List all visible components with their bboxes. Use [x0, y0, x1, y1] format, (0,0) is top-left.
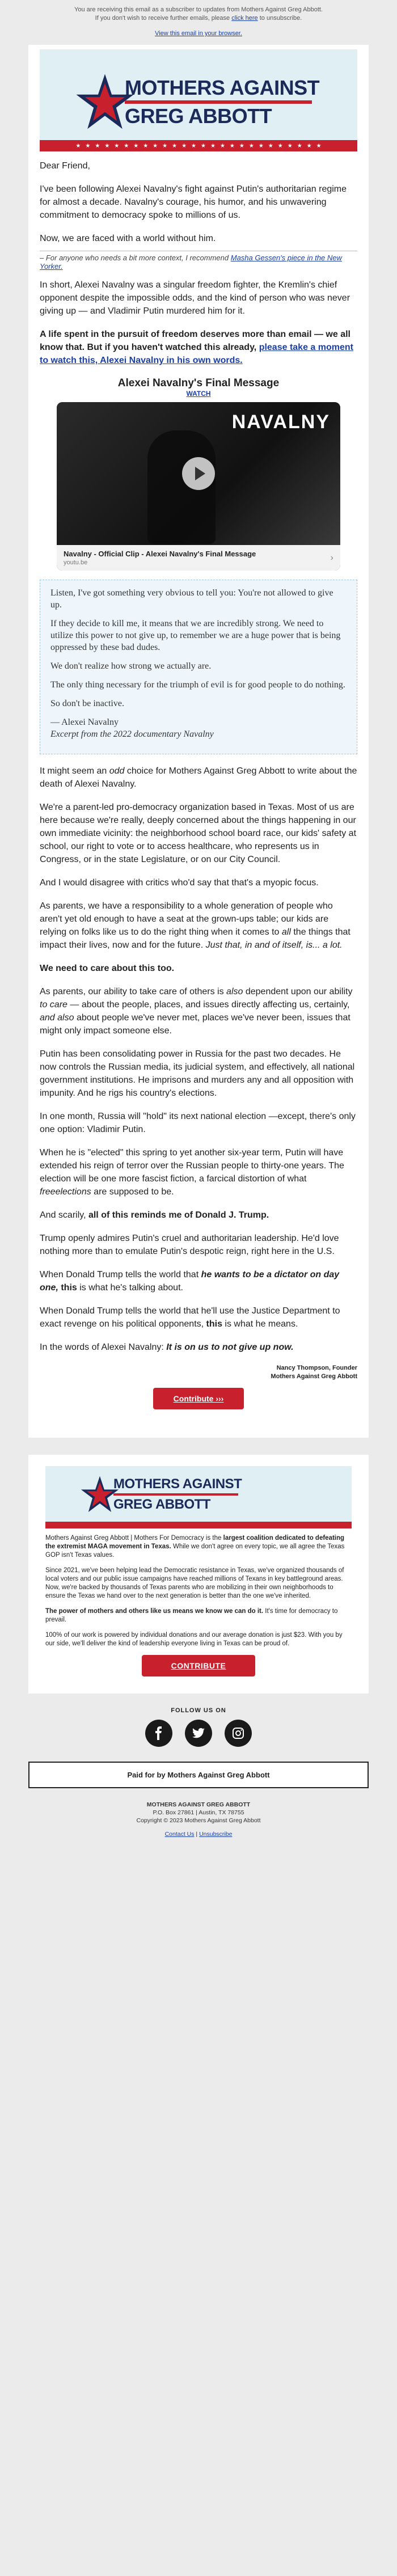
social-links	[0, 1720, 397, 1747]
text: And scarily,	[40, 1210, 88, 1220]
header-logo-banner	[40, 49, 357, 151]
paragraph	[40, 1209, 357, 1222]
about-paragraph	[45, 1607, 352, 1624]
paid-for-disclaimer: Paid for by Mothers Against Greg Abbott	[28, 1762, 369, 1788]
paragraph: We're a parent-led pro-democracy organization based in Texas. Most of us are here because we're really, deeply concerned about the things happening in our own immediate vicinity: the neighborhood school board race, our kids' safety at school, our right to vote or to access healthcare, who represents us in Congress, or in the state Legislature, or on our City Council.	[40, 803, 357, 864]
quote-line: Listen, I've got something very obvious to tell you: You're not allowed to give up.	[50, 588, 333, 610]
video-source: youtu.be	[64, 559, 88, 566]
paragraph	[40, 1146, 357, 1198]
watch-video-link[interactable]: please take a moment to watch this, Alexei Navalny in his own words.	[40, 343, 353, 365]
text-bold: all of this reminds me of Donald J. Trump.	[88, 1210, 269, 1220]
footer-copyright: Copyright © 2023 Mothers Against Greg Abbott	[136, 1817, 261, 1824]
greeting: Dear Friend,	[40, 161, 90, 171]
star-stripe	[45, 1522, 352, 1528]
text-em: and also	[40, 1013, 74, 1023]
preheader-line2	[23, 14, 374, 23]
paragraph	[40, 1304, 357, 1331]
paragraph: Putin has been consolidating power in Russia for the past two decades. He now controls the Russian media, its judicial system, and effectively, all national government institutions. He imprisons and murders any and all opposition with impunity. And he rigs his country's elections.	[40, 1049, 355, 1098]
text: It's time for democracy to prevail.	[45, 1608, 338, 1623]
text: As parents, our ability to take care of others is	[40, 987, 227, 996]
navalny-quote	[40, 580, 357, 754]
contribute-button[interactable]: Contribute ›››	[153, 1388, 244, 1409]
play-icon[interactable]	[182, 457, 215, 490]
paragraph: I've been following Alexei Navalny's fight against Putin's authoritarian regime for almost a decade. Navalny's courage, his humor, and his unwavering commitment to democracy spoke to millions of us.	[40, 184, 347, 220]
text-em: Just that, in and of itself, is... a lot.	[205, 940, 343, 950]
footer-org: MOTHERS AGAINST GREG ABBOTT	[146, 1801, 251, 1808]
text-em: he wants to be a dictator on day one,	[40, 1270, 340, 1293]
text: As parents, we have a responsibility to a whole generation of people who aren't yet old enough to have a seat at the grown-ups table; our kids are relying on folks like us to do the right thing when it comes to	[40, 901, 333, 937]
text-em: to care	[40, 1000, 67, 1010]
instagram-icon[interactable]	[225, 1720, 252, 1747]
text-bold: The power of mothers and others like us means we know we can do it.	[45, 1608, 264, 1615]
paragraph: And I would disagree with critics who'd say that that's a myopic focus.	[40, 878, 319, 888]
facebook-icon[interactable]	[145, 1720, 172, 1747]
footer-links	[0, 1830, 397, 1838]
text: dependent upon our ability	[243, 987, 353, 996]
follow-us-label: FOLLOW US ON	[171, 1707, 226, 1714]
text: about people we've never met, places we've never been, issues that might only impact someone else.	[40, 1013, 350, 1036]
preheader	[0, 0, 397, 38]
chevron-right-icon: ›	[330, 553, 333, 563]
quote-author: — Alexei Navalny	[50, 717, 119, 727]
about-section	[28, 1455, 369, 1694]
watch-callout	[40, 328, 357, 367]
preheader-line1: You are receiving this email as a subscriber to updates from Mothers Against Greg Abbott.	[74, 6, 323, 13]
text: are supposed to be.	[91, 1187, 174, 1197]
contact-us-link[interactable]: Contact Us	[164, 1831, 195, 1838]
about-paragraph: Since 2021, we've been helping lead the Democratic resistance in Texas, we've organized thousands of local voters and our public issue campaigns have reached millions of Texans in key battleground areas. Now, we're backed by thousands of Texas parents who are mobilizing in their own neighborhoods to ensure the Texas we hand over to the next generation is better than the one we've inherited.	[45, 1567, 344, 1599]
about-paragraph	[45, 1534, 352, 1560]
quote-line: The only thing necessary for the triumph of evil is for good people to do nothing.	[50, 680, 345, 690]
logo-line2: GREG ABBOTT	[113, 1497, 210, 1512]
quote-line: If they decide to kill me, it means that we are incredibly strong. We need to utilize this power to not give up, to remember we are a huge power that is being oppressed by these bad dudes.	[50, 619, 341, 652]
video-caption[interactable]	[57, 545, 340, 571]
video-thumbnail[interactable]	[57, 402, 340, 545]
unsubscribe-top-link[interactable]: click here	[231, 15, 258, 22]
text: When Donald Trump tells the world that	[40, 1270, 201, 1279]
paragraph: In short, Alexei Navalny was a singular freedom fighter, the Kremlin's chief opponent despite the impossible odds, and the kind of person who was never giving up — and Vladimir Putin murdered him for it.	[40, 280, 350, 316]
text: choice for Mothers Against Greg Abbott to write about the death of Alexei Navalny.	[40, 766, 357, 789]
paragraph	[40, 765, 357, 791]
twitter-icon[interactable]	[185, 1720, 212, 1747]
contribute-button-secondary[interactable]: CONTRIBUTE	[142, 1655, 255, 1676]
star-stripe: ★ ★ ★ ★ ★ ★ ★ ★ ★ ★ ★ ★ ★ ★ ★ ★ ★ ★ ★ ★ ★ ★ ★ ★ ★ ★	[40, 140, 357, 151]
text: When he is "elected" this spring to yet another six-year term, Putin will have extended his reign of terror over the Russian people to thirty-one years. The election will be one more fascist fiction, a farcical distortion of what	[40, 1148, 344, 1184]
view-in-browser-link[interactable]: View this email in your browser.	[155, 30, 242, 37]
preheader-text-suffix: to unsubscribe.	[257, 15, 302, 22]
video-card[interactable]	[57, 402, 340, 571]
text: It might seem an	[40, 766, 109, 776]
email-body	[28, 45, 369, 1438]
quote-source: Excerpt from the 2022 documentary Navalny	[50, 729, 214, 739]
preheader-text: If you don't wish to receive further emails, please	[95, 15, 232, 22]
paragraph: Trump openly admires Putin's cruel and authoritarian leadership. He'd love nothing more than to emulate Putin's despotic reign, right here in the U.S.	[40, 1234, 339, 1256]
footer	[0, 1801, 397, 1855]
text: When Donald Trump tells the world that he'll use the Justice Department to exact revenge on his political opponents,	[40, 1306, 340, 1329]
footer-address: P.O. Box 27861 | Austin, TX 78755	[153, 1809, 244, 1816]
video-brand-title: NAVALNY	[231, 411, 330, 433]
note-text: – For anyone who needs a bit more context, I recommend	[40, 254, 231, 262]
context-note	[40, 251, 357, 271]
logo	[74, 71, 319, 133]
paragraph: In one month, Russia will "hold" its next national election —except, there's only one option: Vladimir Putin.	[40, 1112, 356, 1134]
signature	[40, 1364, 357, 1381]
footer-separator: |	[194, 1831, 200, 1838]
text-em: also	[226, 987, 243, 996]
quote-line: So don't be inactive.	[50, 699, 124, 708]
text: Mothers Against Greg Abbott | Mothers For Democracy is the	[45, 1535, 223, 1542]
paragraph	[40, 1341, 357, 1354]
text: In the words of Alexei Navalny:	[40, 1342, 167, 1352]
text: the things that impact their lives, now and for the future.	[40, 927, 350, 950]
text: — about the people, places, and issues directly affecting us, certainly,	[67, 1000, 350, 1010]
callout-text: A life spent in the pursuit of freedom deserves more than email — we all know that. But if you haven't watched this already,	[40, 330, 350, 352]
text: is what he means.	[222, 1319, 298, 1329]
about-logo-banner	[45, 1466, 352, 1528]
text: While we don't agree on every topic, we all agree the Texas GOP isn't Texas values.	[45, 1543, 345, 1559]
logo-line1: MOTHERS AGAINST	[125, 76, 320, 99]
about-paragraph: 100% of our work is powered by individual donations and our average donation is just $23. With you by our side, we'll deliver the kind of leadership everyone living in Texas can be proud of.	[45, 1632, 343, 1647]
paragraph: Now, we are faced with a world without him.	[40, 234, 216, 243]
new-yorker-link[interactable]: Masha Gessen's piece in the New Yorker.	[40, 254, 342, 271]
text-em: freeelections	[40, 1187, 91, 1197]
text-em: It is on us to not give up now.	[166, 1342, 294, 1352]
video-title: Navalny - Official Clip - Alexei Navalny's Final Message	[64, 550, 256, 558]
signature-name: Nancy Thompson, Founder	[276, 1365, 357, 1371]
text-bold: this	[206, 1319, 222, 1329]
text: is what he's talking about.	[77, 1283, 183, 1293]
paragraph	[40, 900, 357, 952]
logo-line2: GREG ABBOTT	[125, 104, 272, 128]
video-headline: Alexei Navalny's Final Message	[117, 377, 280, 389]
unsubscribe-link[interactable]: Unsubscribe	[199, 1831, 233, 1838]
logo	[79, 1474, 242, 1515]
signature-org: Mothers Against Greg Abbott	[271, 1373, 357, 1380]
paragraph-bold: We need to care about this too.	[40, 964, 175, 973]
text-bold: this	[61, 1283, 77, 1293]
paragraph	[40, 985, 357, 1037]
text-em: odd	[109, 766, 125, 776]
text-em: all	[281, 927, 291, 937]
watch-link[interactable]: WATCH	[186, 390, 211, 398]
quote-line: We don't realize how strong we actually are.	[50, 661, 212, 671]
text-bold: largest coalition dedicated to defeating the extremist MAGA movement in Texas.	[45, 1535, 345, 1550]
logo-line1: MOTHERS AGAINST	[113, 1476, 242, 1492]
paragraph	[40, 1268, 357, 1294]
